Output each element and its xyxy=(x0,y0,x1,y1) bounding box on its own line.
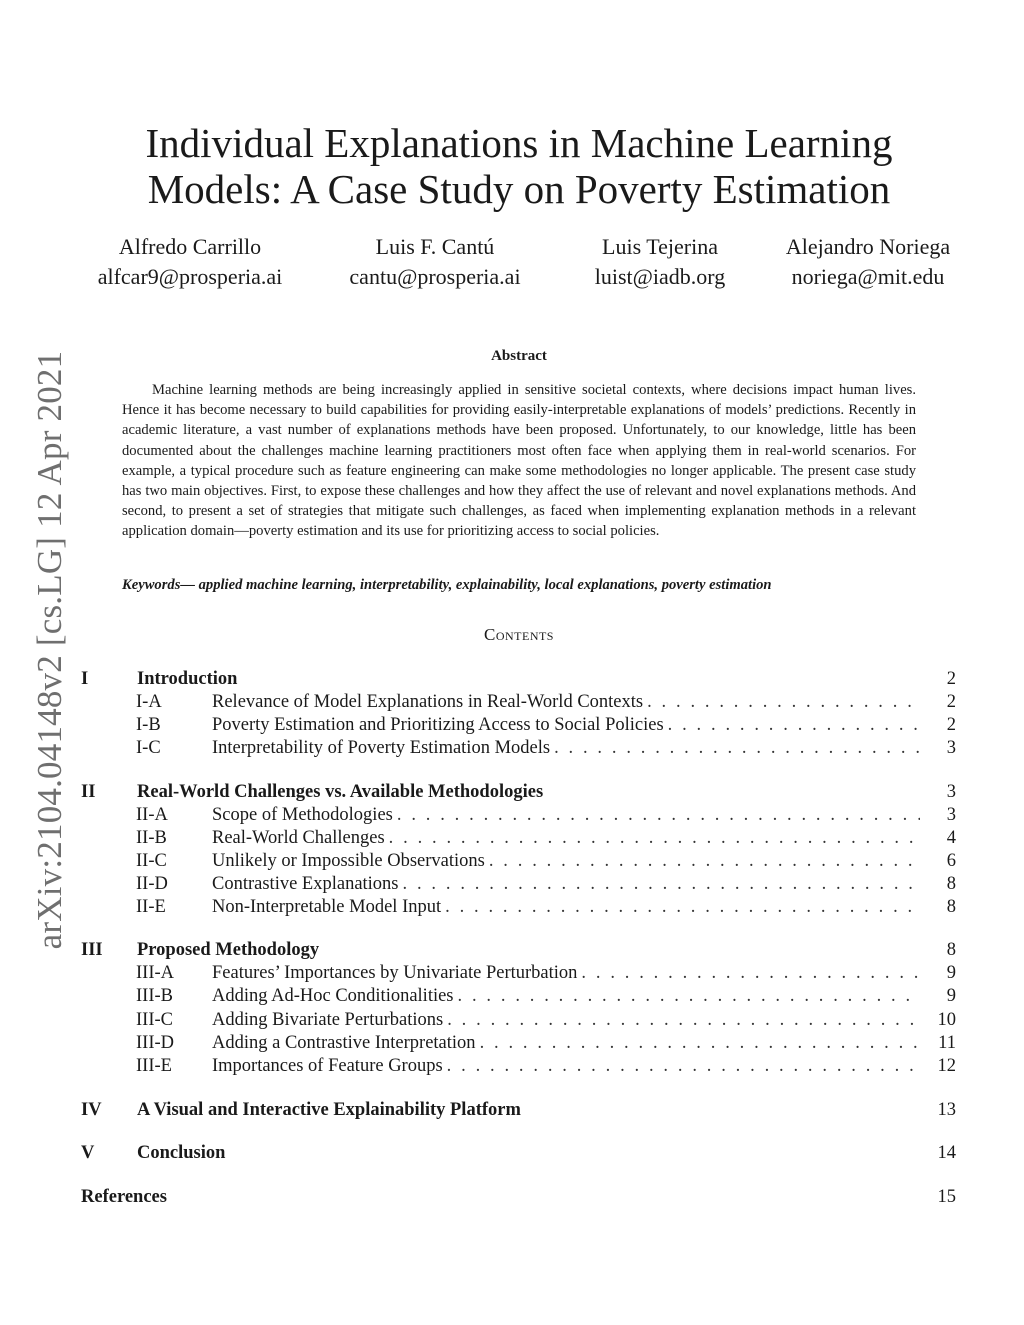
abstract-text: Machine learning methods are being increasingly applied in sensitive societal contexts, where decisions impact human lives. Hence it has become necessary to build capabilities for providing easily-interpretable explanations of models’ predictions. Recently in academic literature, a vast number of explanations methods have been proposed. Unfortunately, to our knowledge, little has been documented about the challenges machine learning practitioners most often face when applying them in real-world scenarios. For example, a typical procedure such as feature engineering can make some methodologies no longer applicable. The present case study has two main objectives. First, to expose these challenges and how they affect the use of relevant and novel explanations methods. And second, to present a set of strategies that mitigate such challenges, as faced when implementing explanation methods in a relevant application domain—poverty estimation and its use for prioritizing access to social policies. xyxy=(122,382,916,540)
toc-page-number: 2 xyxy=(946,692,956,712)
toc-page-number: 10 xyxy=(937,1010,956,1030)
toc-page-number: 3 xyxy=(946,738,956,758)
toc-subsection-title: Interpretability of Poverty Estimation Models xyxy=(212,738,551,758)
toc-page-number: 8 xyxy=(946,874,956,894)
toc-subsection-title: Adding a Contrastive Interpretation xyxy=(212,1033,476,1053)
toc-subsection-row[interactable] xyxy=(0,872,1024,896)
toc-page-number: 6 xyxy=(946,851,956,871)
toc-subsection-row[interactable] xyxy=(0,895,1024,919)
toc-page-number: 8 xyxy=(946,897,956,917)
toc-dot-leader xyxy=(581,961,920,985)
toc-subsection-row[interactable] xyxy=(0,1054,1024,1078)
toc-dot-leader xyxy=(389,826,920,850)
paper-title xyxy=(80,120,958,212)
author-email[interactable]: cantu@prosperia.ai xyxy=(349,264,521,289)
toc-subsection-title: Unlikely or Impossible Observations xyxy=(212,851,485,871)
toc-subsection-title: Adding Ad-Hoc Conditionalities xyxy=(212,986,454,1006)
toc-dot-leader xyxy=(668,713,920,737)
toc-subsection-number: III-C xyxy=(136,1010,173,1030)
abstract-heading: Abstract xyxy=(491,348,547,364)
toc-page-number: 9 xyxy=(946,963,956,983)
toc-section-number: V xyxy=(81,1143,95,1163)
toc-page-number: 13 xyxy=(937,1100,956,1120)
toc-dot-leader xyxy=(480,1031,920,1055)
toc-subsection-number: III-B xyxy=(136,986,173,1006)
toc-subsection-number: II-A xyxy=(136,805,168,825)
toc-subsection-row[interactable] xyxy=(0,1008,1024,1032)
toc-section-number: IV xyxy=(81,1100,102,1120)
toc-subsection-row[interactable] xyxy=(0,690,1024,714)
toc-page-number: 3 xyxy=(946,805,956,825)
toc-subsection-number: II-B xyxy=(136,828,167,848)
toc-page-number: 12 xyxy=(937,1056,956,1076)
toc-section-number: II xyxy=(81,782,96,802)
toc-section-title: Introduction xyxy=(137,669,238,689)
toc-subsection-title: Importances of Feature Groups xyxy=(212,1056,443,1076)
author-name: Luis Tejerina xyxy=(602,234,718,259)
toc-page-number: 8 xyxy=(946,940,956,960)
toc-section-introduction[interactable] xyxy=(0,667,1024,691)
toc-subsection-title: Features’ Importances by Univariate Perturbation xyxy=(212,963,578,983)
author-name: Alejandro Noriega xyxy=(785,234,951,259)
author-name: Alfredo Carrillo xyxy=(118,234,262,259)
author-2 xyxy=(325,232,545,292)
toc-subsection-title: Relevance of Model Explanations in Real-World Contexts xyxy=(212,692,644,712)
toc-section-number: I xyxy=(81,669,89,689)
toc-dot-leader xyxy=(554,736,920,760)
contents-heading: Contents xyxy=(483,625,554,644)
keywords: Keywords— applied machine learning, interpretability, explainability, local explanations, poverty estimation xyxy=(122,577,772,593)
toc-dot-leader xyxy=(458,984,920,1008)
toc-page-number: 15 xyxy=(937,1187,956,1207)
toc-section-platform[interactable] xyxy=(0,1098,1024,1122)
toc-page-number: 9 xyxy=(946,986,956,1006)
toc-subsection-number: III-E xyxy=(136,1056,172,1076)
toc-subsection-number: I-C xyxy=(136,738,161,758)
toc-subsection-row[interactable] xyxy=(0,849,1024,873)
toc-subsection-title: Non-Interpretable Model Input xyxy=(212,897,442,917)
toc-dot-leader xyxy=(403,872,920,896)
toc-subsection-number: II-D xyxy=(136,874,168,894)
toc-section-title: References xyxy=(81,1187,167,1207)
toc-subsection-number: I-B xyxy=(136,715,161,735)
title-line-2: Models: A Case Study on Poverty Estimation xyxy=(147,166,891,212)
toc-page-number: 2 xyxy=(946,715,956,735)
author-name: Luis F. Cantú xyxy=(375,234,495,259)
author-block xyxy=(0,232,1024,292)
toc-subsection-title: Adding Bivariate Perturbations xyxy=(212,1010,444,1030)
toc-subsection-number: II-C xyxy=(136,851,167,871)
toc-subsection-number: II-E xyxy=(136,897,166,917)
author-3 xyxy=(550,232,770,292)
toc-subsection-row[interactable] xyxy=(0,961,1024,985)
toc-section-title: Real-World Challenges vs. Available Methodologies xyxy=(137,782,544,802)
toc-dot-leader xyxy=(489,849,920,873)
toc-section-title: Conclusion xyxy=(137,1143,226,1163)
author-email[interactable]: noriega@mit.edu xyxy=(791,264,945,289)
toc-dot-leader xyxy=(647,690,920,714)
toc-dot-leader xyxy=(445,895,920,919)
toc-page-number: 4 xyxy=(946,828,956,848)
author-email[interactable]: alfcar9@prosperia.ai xyxy=(97,264,283,289)
toc-subsection-row[interactable] xyxy=(0,1031,1024,1055)
toc-section-methodology[interactable] xyxy=(0,938,1024,962)
author-4 xyxy=(758,232,978,292)
toc-subsection-row[interactable] xyxy=(0,736,1024,760)
toc-subsection-row[interactable] xyxy=(0,826,1024,850)
toc-section-references[interactable] xyxy=(0,1185,1024,1209)
toc-page-number: 2 xyxy=(946,669,956,689)
toc-page-number: 3 xyxy=(946,782,956,802)
title-line-1: Individual Explanations in Machine Learning xyxy=(145,120,893,166)
author-email[interactable]: luist@iadb.org xyxy=(594,264,726,289)
toc-subsection-title: Contrastive Explanations xyxy=(212,874,399,894)
toc-page-number: 11 xyxy=(938,1033,956,1053)
toc-section-number: III xyxy=(81,940,103,960)
toc-subsection-row[interactable] xyxy=(0,803,1024,827)
toc-section-title: Proposed Methodology xyxy=(137,940,320,960)
author-1 xyxy=(80,232,300,292)
toc-subsection-title: Poverty Estimation and Prioritizing Access to Social Policies xyxy=(212,715,664,735)
toc-section-challenges[interactable] xyxy=(0,780,1024,804)
toc-page-number: 14 xyxy=(937,1143,956,1163)
toc-subsection-number: I-A xyxy=(136,692,162,712)
toc-subsection-title: Scope of Methodologies xyxy=(212,805,393,825)
toc-subsection-title: Real-World Challenges xyxy=(212,828,385,848)
toc-subsection-number: III-A xyxy=(136,963,175,983)
toc-section-conclusion[interactable] xyxy=(0,1141,1024,1165)
arxiv-identifier-stamp: arXiv:2104.04148v2 [cs.LG] 12 Apr 2021 xyxy=(30,350,69,950)
toc-subsection-number: III-D xyxy=(136,1033,175,1053)
toc-dot-leader xyxy=(447,1054,920,1078)
toc-subsection-row[interactable] xyxy=(0,713,1024,737)
toc-dot-leader xyxy=(397,803,920,827)
toc-subsection-row[interactable] xyxy=(0,984,1024,1008)
toc-section-title: A Visual and Interactive Explainability Platform xyxy=(137,1100,521,1120)
toc-dot-leader xyxy=(447,1008,920,1032)
